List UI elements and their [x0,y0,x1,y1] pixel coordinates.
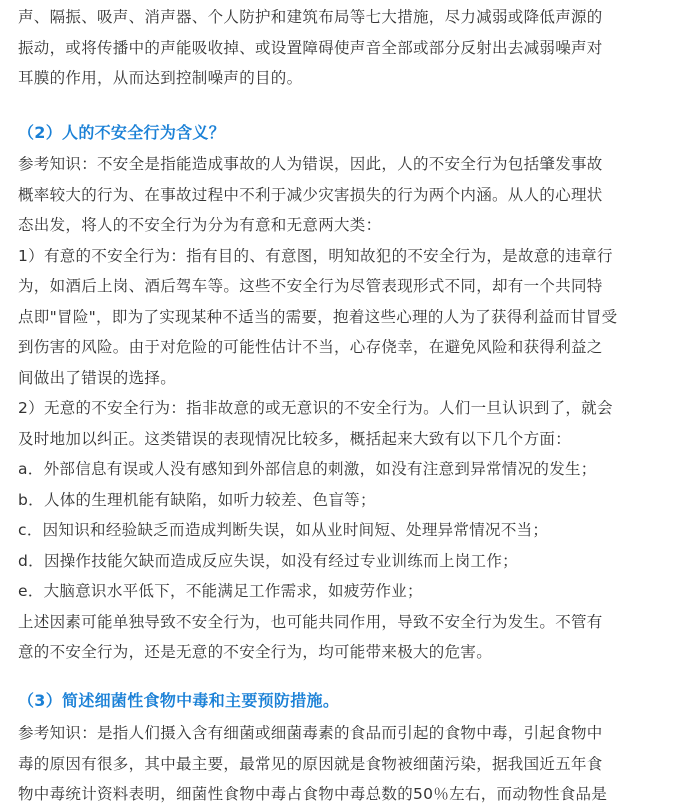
list-item: a．外部信息有误或人没有感知到外部信息的刺激，如没有注意到异常情况的发生； [18,460,597,478]
text-line: 耳膜的作用，从而达到控制噪声的目的。 [18,69,303,87]
list-item: d．因操作技能欠缺而造成反应失误，如没有经过专业训练而上岗工作； [18,551,518,570]
text-line: 毒的原因有很多，其中最主要，最常见的原因就是食物被细菌污染，据我国近五年食 [18,754,603,773]
section-3-heading: （3）简述细菌性食物中毒和主要预防措施。 [18,691,340,710]
list-item: e．大脑意识水平低下，不能满足工作需求，如疲劳作业； [18,582,423,600]
section-2-heading: （2）人的不安全行为含义？ [18,123,226,142]
list-item: b．人体的生理机能有缺陷，如听力较差、色盲等； [18,490,376,509]
intro-paragraph [18,2,668,94]
text-line: 1）有意的不安全行为：指有目的、有意图，明知故犯的不安全行为，是故意的违章行 [18,246,613,265]
section-3-body [18,718,668,810]
text-line: 到伤害的风险。由于对危险的可能性估计不当，心存侥幸，在避免风险和获得利益之 [18,338,603,356]
text-line: 2）无意的不安全行为：指非故意的或无意识的不安全行为。人们一旦认识到了，就会 [18,399,613,417]
text-line: 物中毒统计资料表明，细菌性食物中毒占食物中毒总数的50％左右，而动物性食品是 [18,785,608,803]
section-2-body [18,149,668,668]
text-line: 概率较大的行为、在事故过程中不利于减少灾害损失的行为两个内涵。从人的心理状 [18,185,603,204]
text-line: 参考知识：是指人们摄入含有细菌或细菌毒素的食品而引起的食物中毒，引起食物中 [18,724,603,742]
text-line: 及时地加以纠正。这类错误的表现情况比较多，概括起来大致有以下几个方面： [18,429,572,448]
list-item: c．因知识和经验缺乏而造成判断失误，如从业时间短、处理异常情况不当； [18,521,549,539]
section-2-heading-block [18,119,668,147]
text-line: 态出发，将人的不安全行为分为有意和无意两大类： [18,216,382,234]
text-line: 为，如酒后上岗、酒后驾车等。这些不安全行为尽管表现形式不同，却有一个共同特 [18,277,603,295]
text-line: 声、隔振、吸声、消声器、个人防护和建筑布局等七大措施，尽力减弱或降低声源的 [18,8,603,26]
text-line: 振动，或将传播中的声能吸收掉、或设置障碍使声音全部或部分反射出去减弱噪声对 [18,38,603,57]
text-line: 参考知识：不安全是指能造成事故的人为错误，因此，人的不安全行为包括肇发事故 [18,155,603,173]
section-3-heading-block [18,687,668,715]
text-line: 点即"冒险"，即为了实现某种不适当的需要，抱着这些心理的人为了获得利益而甘冒受 [18,307,618,326]
text-line: 上述因素可能单独导致不安全行为，也可能共同作用，导致不安全行为发生。不管有 [18,612,603,631]
text-line: 间做出了错误的选择。 [18,368,177,387]
text-line: 意的不安全行为，还是无意的不安全行为，均可能带来极大的危害。 [18,643,493,661]
